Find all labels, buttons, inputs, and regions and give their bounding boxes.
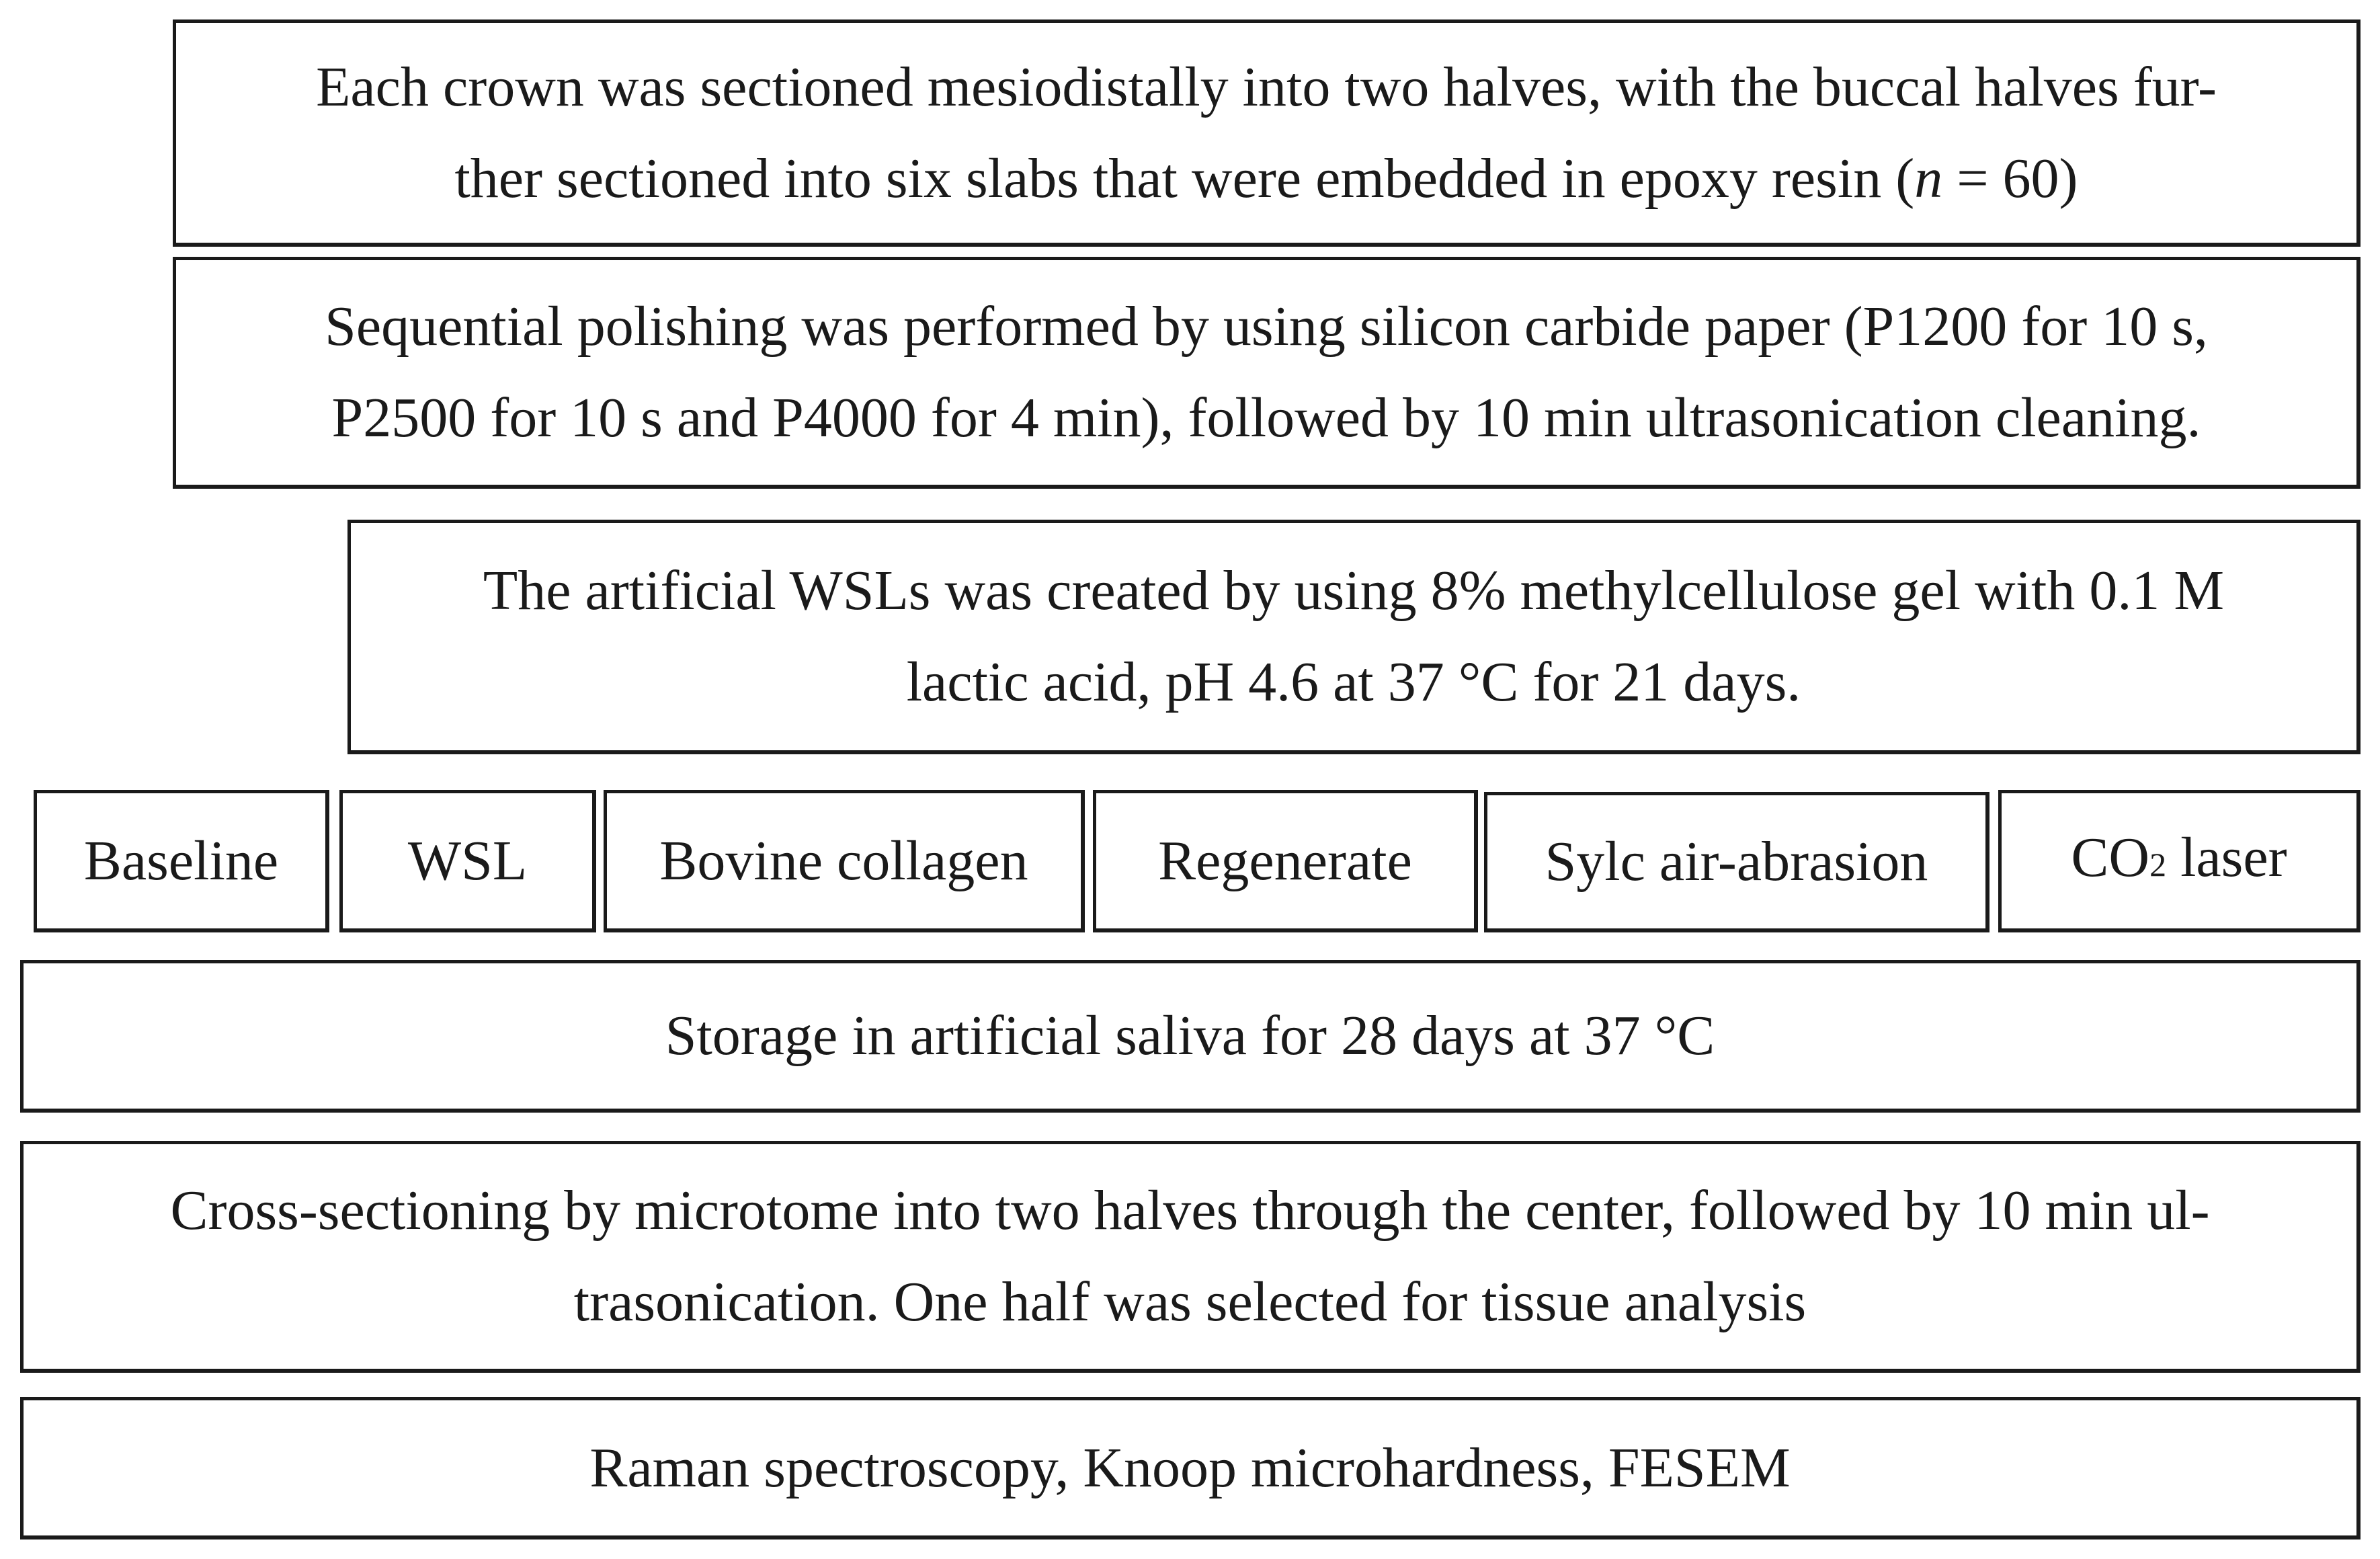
group-wsl-box: [339, 790, 596, 932]
group-wsl-label: WSL: [407, 829, 528, 892]
step-analysis-box: [20, 1397, 2361, 1540]
group-sylc-air-abrasion-label: Sylc air-abrasion: [1545, 830, 1928, 893]
step-storage-text: Storage in artificial saliva for 28 days at 37 °C: [665, 1004, 1715, 1067]
step-analysis-text: Raman spectroscopy, Knoop microhardness, FESEM: [589, 1436, 1791, 1499]
n-symbol: n: [1914, 147, 1943, 210]
co2-suffix: laser: [2166, 826, 2287, 889]
step-sectioning-line2-post: = 60): [1942, 147, 2078, 210]
step-cross-sectioning-box: [20, 1141, 2361, 1373]
step-cross-sectioning-line2: trasonication. One half was selected for tissue analysis: [573, 1271, 1807, 1333]
step-polishing-text: [284, 281, 2248, 464]
step-polishing-line1: Sequential polishing was performed by using silicon carbide paper (P1200 for 10 s,: [325, 295, 2208, 358]
group-regenerate-box: [1093, 790, 1478, 932]
step-storage-box: [20, 960, 2361, 1113]
step-polishing-line2: P2500 for 10 s and P4000 for 4 min), followed by 10 min ultrasonication cleaning.: [331, 387, 2201, 449]
co2-prefix: CO: [2071, 826, 2150, 889]
group-baseline-box: [34, 790, 329, 932]
step-sectioning-line2-pre: ther sectioned into six slabs that were embedded in epoxy resin (: [454, 147, 1915, 210]
step-wsl-creation-line1: The artificial WSLs was created by using 8% methylcellulose gel with 0.1 M: [483, 559, 2225, 622]
step-wsl-creation-box: [347, 520, 2361, 754]
step-cross-sectioning-text: [130, 1165, 2250, 1348]
step-wsl-creation-text: [443, 545, 2264, 728]
group-baseline-label: Baseline: [83, 829, 279, 892]
step-sectioning-box: [173, 19, 2361, 247]
step-wsl-creation-line2: lactic acid, pH 4.6 at 37 °C for 21 days.: [906, 651, 1801, 713]
co2-subscript: 2: [2149, 845, 2167, 883]
group-co2-laser-box: [1998, 790, 2361, 932]
step-cross-sectioning-line1: Cross-sectioning by microtome into two halves through the center, followed by 10 min ul-: [170, 1179, 2210, 1242]
group-regenerate-label: Regenerate: [1158, 829, 1412, 892]
group-bovine-collagen-label: Bovine collagen: [659, 829, 1028, 892]
group-co2-laser-label: [2071, 812, 2287, 910]
step-sectioning-text: [276, 42, 2257, 225]
group-sylc-air-abrasion-box: [1484, 792, 1989, 932]
step-polishing-box: [173, 257, 2361, 489]
step-sectioning-line1: Each crown was sectioned mesiodistally into two halves, with the buccal halves fur-: [316, 55, 2217, 118]
group-bovine-collagen-box: [604, 790, 1085, 932]
